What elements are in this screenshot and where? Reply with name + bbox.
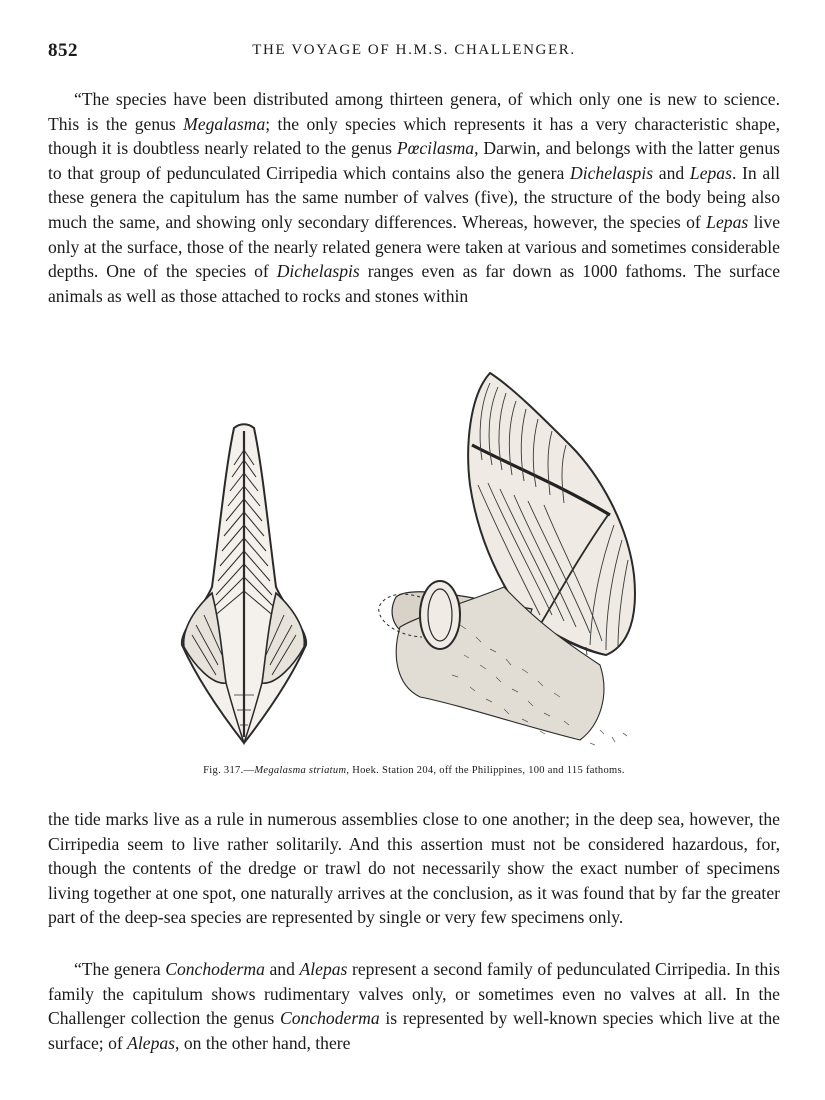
italic-term: Lepas xyxy=(706,211,749,232)
text-run: , Darwin, and belongs with the latter genus to that group of pedunculated Cirripedia which contains also the genera xyxy=(48,138,780,183)
text-run: “The species have been distributed among thirteen genera, of which only one is new to science. This is the genus xyxy=(48,89,780,134)
text-run: and xyxy=(264,959,300,979)
italic-term: Dichelaspis xyxy=(276,261,360,282)
italic-term: Alepas xyxy=(127,1032,176,1053)
text-run: . In all these genera the capitulum has the same number of valves (five), the structure of the body being also much the same, and showing only secondary differences. Whereas, however, the species of xyxy=(48,162,781,232)
page-number: 852 xyxy=(48,40,78,61)
figure-caption xyxy=(48,765,780,776)
italic-term: Conchoderma xyxy=(165,959,265,979)
text-run: and xyxy=(653,162,690,183)
text-run: is represented by well-known species which live at the surface; of xyxy=(48,1008,780,1053)
text-run: ; the only species which represents it has a very characteristic shape, though it is doubtless nearly related to the genus xyxy=(48,113,780,159)
figure-317 xyxy=(160,365,660,760)
italic-term: Megalasma striatum xyxy=(254,765,347,776)
text-run: the tide marks live as a rule in numerous assemblies close to one another; in the deep sea, however, the Cirripedia seem to live rather solitarily. And this assertion must not be considered hazardous, for, though the contents of the dredge or trawl do not necessarily show the exact number of specimens living together at one spot, one naturally arrives at the conclusion, as it was found that by far the greater part of the deep-sea species are represented by single or very few specimens only. xyxy=(48,809,780,928)
paragraph-1 xyxy=(48,87,780,308)
italic-term: Megalasma xyxy=(183,113,266,134)
barnacle-illustration xyxy=(160,365,660,760)
running-title: THE VOYAGE OF H.M.S. CHALLENGER. xyxy=(252,42,576,58)
text-run: represent a second family of pedunculated Cirripedia. In this family the capitulum shows rudimentary valves only, or sometimes even no valves at all. In the Challenger collection the genus xyxy=(48,959,781,1029)
specimen-side-view xyxy=(379,373,635,745)
paragraph-2 xyxy=(48,807,780,930)
text-run: live only at the surface, those of the nearly related genera were taken at various and sometimes considerable depths. One of the species of xyxy=(48,211,781,282)
text-run: ranges even as far down as 1000 fathoms. The surface animals as well as those attached to rocks and stones within xyxy=(48,261,780,306)
specimen-front-view xyxy=(182,424,306,743)
italic-term: Alepas xyxy=(299,959,348,979)
italic-term: Dichelaspis xyxy=(570,162,654,183)
text-run: , Hoek. Station 204, off the Philippines, 100 and 115 fathoms. xyxy=(346,765,625,776)
italic-term: Conchoderma xyxy=(279,1008,380,1029)
page-header xyxy=(48,40,780,66)
text-run: “The genera xyxy=(74,959,166,979)
paragraph-3 xyxy=(48,957,780,1055)
italic-term: Lepas xyxy=(689,162,732,183)
italic-term: Pœcilasma xyxy=(396,138,475,159)
text-run: Fig. 317.— xyxy=(203,765,255,776)
text-run: , on the other hand, there xyxy=(175,1032,351,1053)
